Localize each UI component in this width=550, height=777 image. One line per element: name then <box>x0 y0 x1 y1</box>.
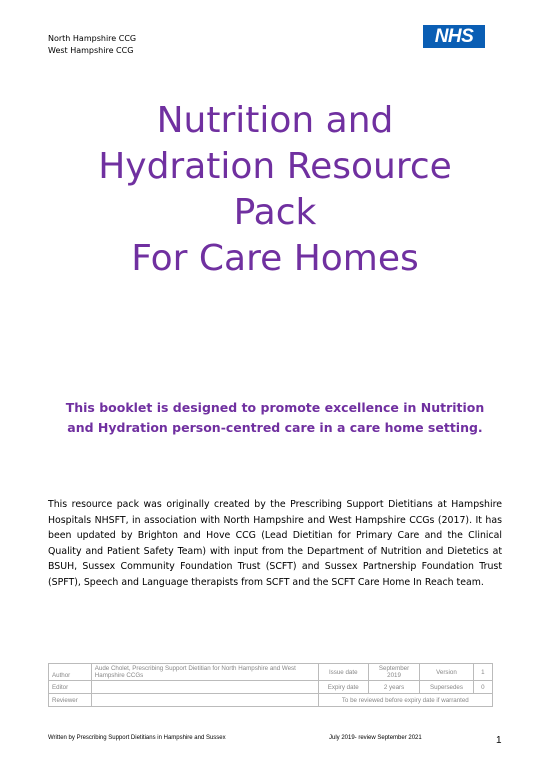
issue-date-value: September 2019 <box>368 664 419 681</box>
page-number: 1 <box>496 735 502 746</box>
editor-label: Editor <box>49 681 92 694</box>
document-title <box>40 98 510 282</box>
table-row <box>49 681 493 694</box>
table-row <box>49 664 493 681</box>
footer-written-by: Written by Prescribing Support Dietitians in Hampshire and Sussex <box>48 735 226 741</box>
author-label: Author <box>49 664 92 681</box>
supersedes-value: 0 <box>473 681 492 694</box>
nhs-logo: NHS <box>423 25 485 48</box>
reviewer-value <box>91 694 318 707</box>
title-line: For Care Homes <box>131 238 419 279</box>
document-subtitle: This booklet is designed to promote excellence in Nutrition and Hydration person-centred care in a care home setting. <box>65 400 485 435</box>
org-line-north: North Hampshire CCG <box>48 34 137 43</box>
expiry-date-label: Expiry date <box>318 681 368 694</box>
org-line-west: West Hampshire CCG <box>48 46 134 55</box>
title-line: Pack <box>233 192 317 233</box>
table-row <box>49 694 493 707</box>
intro-paragraph: This resource pack was originally created by the Prescribing Support Dietitians at Hampshire Hospitals NHSFT, in association with North Hampshire and West Hampshire CCGs (2017). It has been updated by Brighton and Hove CCG (Lead Dietitian for Primary Care and the Clinical Quality and Patient Safety Team) with input from the Department of Nutrition and Dietetics at BSUH, Sussex Community Foundation Trust (SCFT) and Sussex Partnership Foundation Trust (SPFT), Speech and Language therapists from SCFT and the SCFT Care Home In Reach team. <box>48 499 502 588</box>
reviewer-label: Reviewer <box>49 694 92 707</box>
title-line: Nutrition and <box>156 100 394 141</box>
organisation-names <box>48 33 136 57</box>
review-note: To be reviewed before expiry date if warranted <box>318 694 492 707</box>
title-line: Hydration Resource <box>98 146 452 187</box>
version-value: 1 <box>473 664 492 681</box>
footer-date-note: July 2019- review September 2021 <box>329 735 422 741</box>
version-label: Version <box>420 664 473 681</box>
editor-value <box>91 681 318 694</box>
issue-date-label: Issue date <box>318 664 368 681</box>
supersedes-label: Supersedes <box>420 681 473 694</box>
expiry-date-value: 2 years <box>368 681 419 694</box>
document-control-table <box>48 663 493 707</box>
author-value: Aude Cholet, Prescribing Support Dietitian for North Hampshire and West Hampshire CCGs <box>91 664 318 681</box>
